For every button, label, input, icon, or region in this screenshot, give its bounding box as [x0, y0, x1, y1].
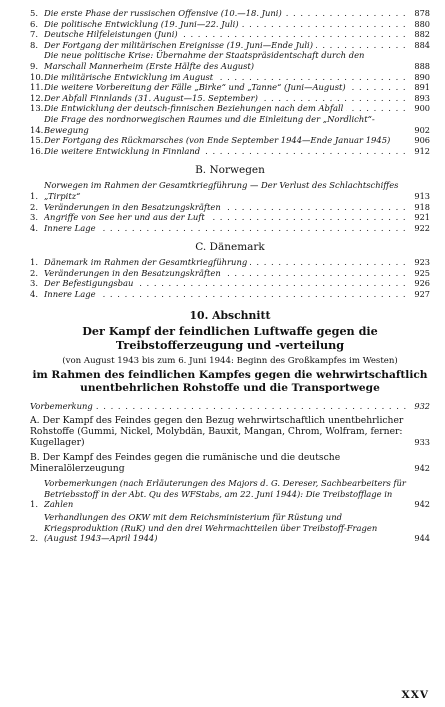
entry-page: 912 [414, 145, 430, 156]
entry-page: 921 [414, 212, 430, 223]
entry-title: Veränderungen in den Besatzungskräften [44, 202, 224, 212]
entry-number: 5. [30, 8, 38, 18]
entry-title: Innere Lage [44, 289, 99, 299]
toc-entry [30, 278, 430, 289]
entry-number: 16. [30, 145, 44, 156]
entry-number: 6. [30, 18, 38, 29]
toc-entry [30, 8, 430, 19]
entry-page: 942 [414, 499, 430, 510]
toc-entry [30, 289, 430, 300]
entry-title: Norwegen im Rahmen der Gesamtkriegführung — Der Verlust des Schlachtschiffes „Tirpitz“ [44, 180, 410, 201]
entry-page: 918 [414, 201, 430, 212]
toc-entry [30, 82, 430, 93]
entry-title: Die politische Entwicklung (19. Juni—22. Juli) [44, 19, 242, 29]
entry-number: 8. [30, 39, 38, 50]
entry-page: 888 [414, 60, 430, 71]
entry-title: Der Abfall Finnlands (31. August—15. September) [44, 93, 261, 103]
entry-page: 880 [414, 18, 430, 29]
entry-title: Die weitere Vorbereitung der Fälle „Birke“ und „Tanne“ (Juni—August) [44, 82, 349, 92]
entry-title: Der Fortgang des Rückmarsches (von Ende September 1944—Ende Januar 1945) [44, 135, 410, 146]
entry-number: 4. [30, 289, 38, 300]
toc-entry [30, 212, 430, 223]
entry-page: 933 [414, 437, 430, 448]
entry-number: 2. [30, 533, 38, 544]
entry-page: 942 [414, 463, 430, 474]
entry-number: 15. [30, 135, 44, 146]
toc-entry [30, 93, 430, 104]
section-b-list [30, 180, 430, 233]
part-b-list [30, 478, 430, 544]
entry-number: 2. [30, 201, 38, 212]
section-c-list [30, 257, 430, 299]
entry-page: 891 [414, 82, 430, 93]
entry-page: 926 [414, 278, 430, 289]
toc-entry [30, 19, 430, 30]
toc-entry-part-a [30, 415, 430, 448]
toc-entry [30, 146, 430, 157]
entry-number: 14. [30, 124, 44, 135]
entry-title: Die erste Phase der russischen Offensive (10.—18. Juni) [44, 8, 285, 18]
toc-entry-part-b [30, 452, 430, 474]
entry-title: Veränderungen in den Besatzungskräften [44, 268, 224, 278]
entry-title: Innere Lage [44, 223, 99, 233]
entry-page: 900 [414, 103, 430, 114]
section-a-list [30, 8, 430, 156]
entry-title: Die Frage des nordnorwegischen Raumes und die Einleitung der „Nordlicht“-Bewegung [44, 114, 410, 135]
entry-title: Die militärische Entwicklung im August [44, 72, 216, 82]
toc-entry [30, 180, 430, 201]
entry-page: 927 [414, 289, 430, 300]
entry-title: Der Befestigungsbau [44, 278, 136, 288]
entry-page: 932 [414, 400, 430, 411]
entry-page: 906 [414, 135, 430, 146]
entry-title: Verhandlungen des OKW mit dem Reichsministerium für Rüstung und Kriegsproduktion (RuK) und den drei Wehrmachtteilen über Treibstoff-Fragen (August 1943—April 1944) [44, 512, 410, 544]
entry-page: 923 [414, 257, 430, 268]
entry-title: Der Fortgang der militärischen Ereignisse (19. Juni—Ende Juli) [44, 40, 316, 50]
entry-page: 944 [414, 533, 430, 544]
entry-number: 1. [30, 190, 38, 201]
entry-page: 925 [414, 267, 430, 278]
entry-title: Dänemark im Rahmen der Gesamtkriegführung [44, 257, 250, 267]
entry-title: Die neue politische Krise: Übernahme der Staatspräsidentschaft durch den Marschall Mannerheim (Erste Hälfte des August) [44, 50, 410, 71]
entry-title: Vorbemerkungen (nach Erläuterungen des Majors d. G. Dereser, Sachbearbeiters für Betriebsstoff in der Abt. Qu des WFStabs, am 22. Juni 1944): Die Treibstofflage in Zahlen [44, 478, 410, 510]
entry-number: 3. [30, 212, 38, 223]
entry-number: 4. [30, 222, 38, 233]
toc-page [30, 8, 430, 546]
page-folio: XXV [401, 689, 429, 701]
toc-entry [30, 72, 430, 83]
toc-entry [30, 40, 430, 51]
section-heading: B. Norwegen [195, 164, 265, 177]
toc-entry [30, 478, 430, 510]
entry-number: 7. [30, 29, 38, 40]
entry-page: 882 [414, 29, 430, 40]
entry-number: 3. [30, 278, 38, 289]
entry-title: Angriffe von See her und aus der Luft [44, 212, 208, 222]
entry-title: Die Entwicklung der deutsch-finnischen Beziehungen nach dem Abfall [44, 103, 346, 113]
entry-title: B. Der Kampf des Feindes gegen die rumänische und die deutsche Mineralölerzeugung [30, 452, 410, 474]
toc-entry [30, 114, 430, 135]
entry-number: 1. [30, 499, 38, 510]
entry-number: 10. [30, 71, 44, 82]
chapter-number: 10. Abschnitt [189, 308, 271, 322]
toc-entry [30, 29, 430, 40]
entry-number: 11. [30, 82, 44, 93]
entry-number: 1. [30, 257, 38, 268]
chapter-title: Der Kampf der feindlichen Luftwaffe gegen die Treibstofferzeugung und -verteilung [82, 323, 378, 352]
entry-title: Deutsche Hilfeleistungen (Juni) [44, 29, 181, 39]
entry-page: 890 [414, 71, 430, 82]
toc-entry [30, 135, 430, 146]
toc-entry [30, 512, 430, 544]
entry-page: 913 [414, 190, 430, 201]
entry-page: 893 [414, 92, 430, 103]
entry-number: 2. [30, 267, 38, 278]
entry-page: 884 [414, 39, 430, 50]
toc-entry [30, 257, 430, 268]
entry-page: 878 [414, 8, 430, 18]
entry-title: A. Der Kampf des Feindes gegen den Bezug wehrwirtschaftlich unentbehrlicher Rohstoffe (Gummi, Nickel, Molybdän, Bauxit, Mangan, Chrom, Wolfram, ferner: Kugellager) [30, 415, 410, 448]
toc-entry [30, 268, 430, 279]
chapter-title-secondary: im Rahmen des feindlichen Kampfes gegen die wehrwirtschaftlich unentbehrlichen Rohstoffe und die Transportwege [32, 368, 428, 394]
entry-number: 12. [30, 92, 44, 103]
toc-entry-vorbemerkung [30, 401, 430, 412]
entry-title: Die weitere Entwicklung in Finnland [44, 146, 203, 156]
entry-page: 902 [414, 124, 430, 135]
entry-number: 13. [30, 103, 44, 114]
toc-entry [30, 223, 430, 234]
toc-entry [30, 50, 430, 71]
section-heading: C. Dänemark [195, 241, 265, 254]
entry-number: 9. [30, 60, 38, 71]
toc-entry [30, 103, 430, 114]
toc-entry [30, 202, 430, 213]
entry-page: 922 [414, 222, 430, 233]
chapter-subtitle: (von August 1943 bis zum 6. Juni 1944: Beginn des Großkampfes im Westen) [62, 355, 398, 366]
entry-title: Vorbemerkung [30, 401, 96, 411]
